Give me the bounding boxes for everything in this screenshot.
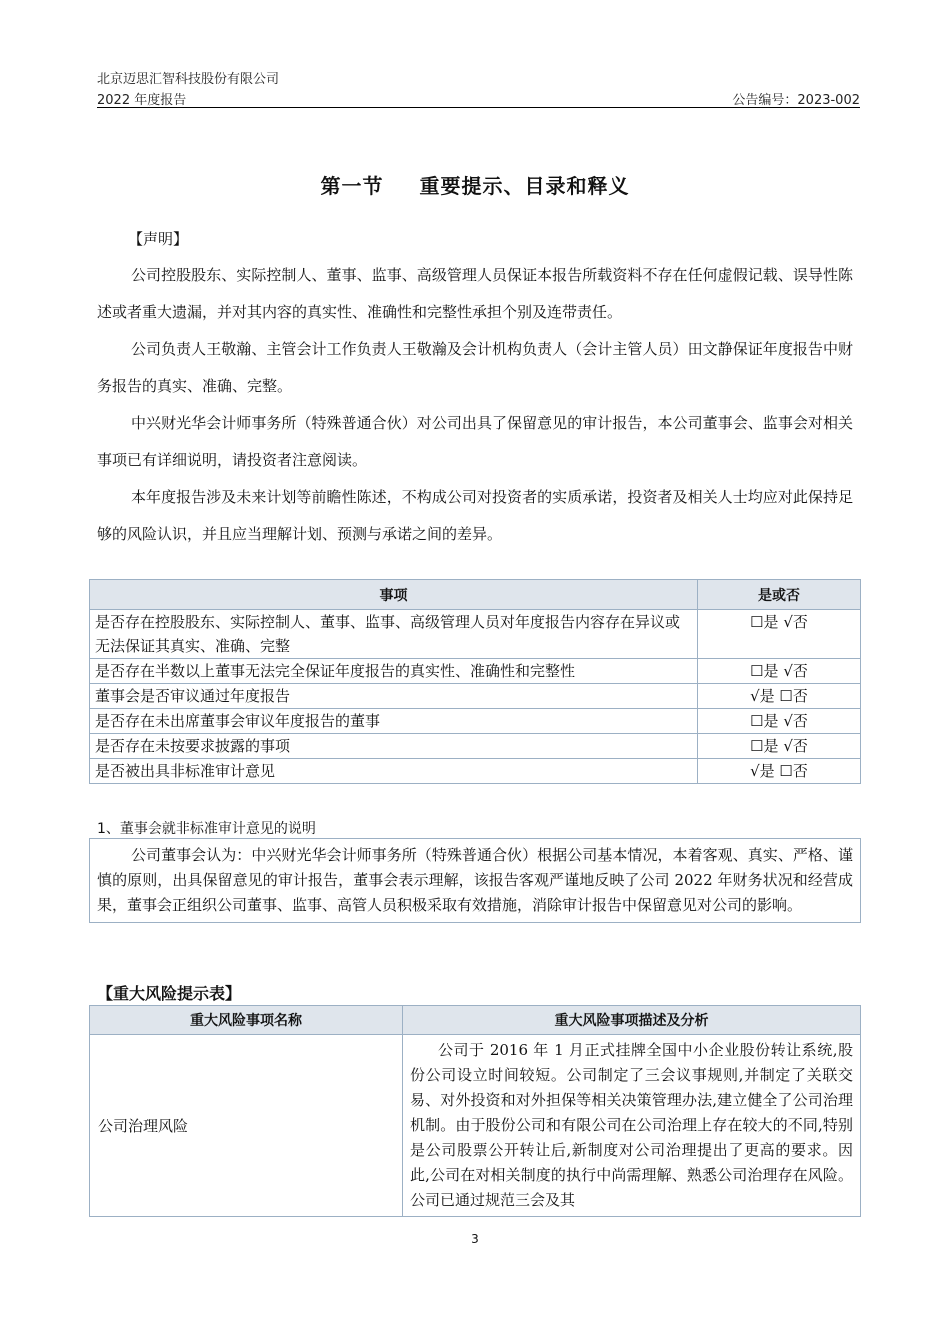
column-header-risk-name: 重大风险事项名称 bbox=[90, 1006, 403, 1035]
risk-description: 公司于 2016 年 1 月正式挂牌全国中小企业股份转让系统,股份公司设立时间较短。公司制定了三会议事规则,并制定了关联交易、对外投资和对外担保等相关决策管理办法,建立健全了公司治理机制。由于股份公司和有限公司在公司治理上存在较大的不同,特别是公司股票公开转让后,新制度对公司治理提出了更高的要求。因此,公司在对相关制度的执行中尚需理解、熟悉公司治理存在风险。公司已通过规范三会及其 bbox=[403, 1035, 861, 1217]
section-heading: 重要提示、目录和释义 bbox=[419, 174, 630, 198]
declaration-paragraph-2: 公司负责人王敬瀚、主管会计工作负责人王敬瀚及会计机构负责人（会计主管人员）田文静保证年度报告中财务报告的真实、准确、完整。 bbox=[97, 340, 853, 395]
row-answer: ☐是 √否 bbox=[698, 709, 861, 734]
row-item: 是否被出具非标准审计意见 bbox=[90, 759, 698, 784]
audit-note-text: 公司董事会认为：中兴财光华会计师事务所（特殊普通合伙）根据公司基本情况，本着客观、真实、严格、谨慎的原则，出具保留意见的审计报告，董事会表示理解，该报告客观严谨地反映了公司 2022 年财务状况和经营成果，董事会正组织公司董事、监事、高管人员积极采取有效措施，消除审计报告中保留意见对公司的影响。 bbox=[89, 838, 861, 923]
header-row bbox=[97, 89, 860, 108]
row-answer: ☐是 √否 bbox=[698, 610, 861, 659]
row-item: 是否存在未出席董事会审议年度报告的董事 bbox=[90, 709, 698, 734]
section-part: 第一节 bbox=[320, 174, 384, 198]
declaration-paragraph-1: 公司控股股东、实际控制人、董事、监事、高级管理人员保证本报告所载资料不存在任何虚假记载、误导性陈述或者重大遗漏，并对其内容的真实性、准确性和完整性承担个别及连带责任。 bbox=[97, 266, 853, 321]
row-answer: ☐是 √否 bbox=[698, 734, 861, 759]
audit-note-title: 1、董事会就非标准审计意见的说明 bbox=[97, 821, 316, 837]
row-item: 是否存在半数以上董事无法完全保证年度报告的真实性、准确性和完整性 bbox=[90, 659, 698, 684]
declaration-paragraph-3: 中兴财光华会计师事务所（特殊普通合伙）对公司出具了保留意见的审计报告，本公司董事会、监事会对相关事项已有详细说明，请投资者注意阅读。 bbox=[97, 414, 853, 469]
table-row bbox=[90, 759, 861, 784]
row-answer: √是 ☐否 bbox=[698, 759, 861, 784]
row-item: 董事会是否审议通过年度报告 bbox=[90, 684, 698, 709]
row-answer: ☐是 √否 bbox=[698, 659, 861, 684]
page-number: 3 bbox=[471, 1232, 479, 1246]
section-title bbox=[0, 170, 950, 199]
confirmation-table bbox=[89, 579, 861, 784]
row-answer: √是 ☐否 bbox=[698, 684, 861, 709]
risk-table-title: 【重大风险提示表】 bbox=[97, 984, 242, 1003]
table-row bbox=[90, 709, 861, 734]
table-row bbox=[90, 684, 861, 709]
header-announcement: 公告编号：2023-002 bbox=[732, 93, 860, 108]
header-divider bbox=[97, 107, 860, 108]
header-company: 北京迈思汇智科技股份有限公司 bbox=[97, 72, 280, 87]
risk-name: 公司治理风险 bbox=[90, 1035, 403, 1217]
column-header-item: 事项 bbox=[90, 580, 698, 610]
table-row bbox=[90, 1035, 861, 1217]
table-row bbox=[90, 610, 861, 659]
table-header-row bbox=[90, 1006, 861, 1035]
table-row bbox=[90, 659, 861, 684]
column-header-answer: 是或否 bbox=[698, 580, 861, 610]
declaration-paragraph-4: 本年度报告涉及未来计划等前瞻性陈述，不构成公司对投资者的实质承诺，投资者及相关人士均应对此保持足够的风险认识，并且应当理解计划、预测与承诺之间的差异。 bbox=[97, 488, 853, 543]
column-header-risk-description: 重大风险事项描述及分析 bbox=[403, 1006, 861, 1035]
row-item: 是否存在控股股东、实际控制人、董事、监事、高级管理人员对年度报告内容存在异议或无法保证其真实、准确、完整 bbox=[90, 610, 698, 659]
table-header-row bbox=[90, 580, 861, 610]
declaration-label: 【声明】 bbox=[128, 230, 189, 248]
row-item: 是否存在未按要求披露的事项 bbox=[90, 734, 698, 759]
header-report: 2022 年度报告 bbox=[97, 93, 187, 108]
risk-table bbox=[89, 1005, 861, 1217]
table-row bbox=[90, 734, 861, 759]
